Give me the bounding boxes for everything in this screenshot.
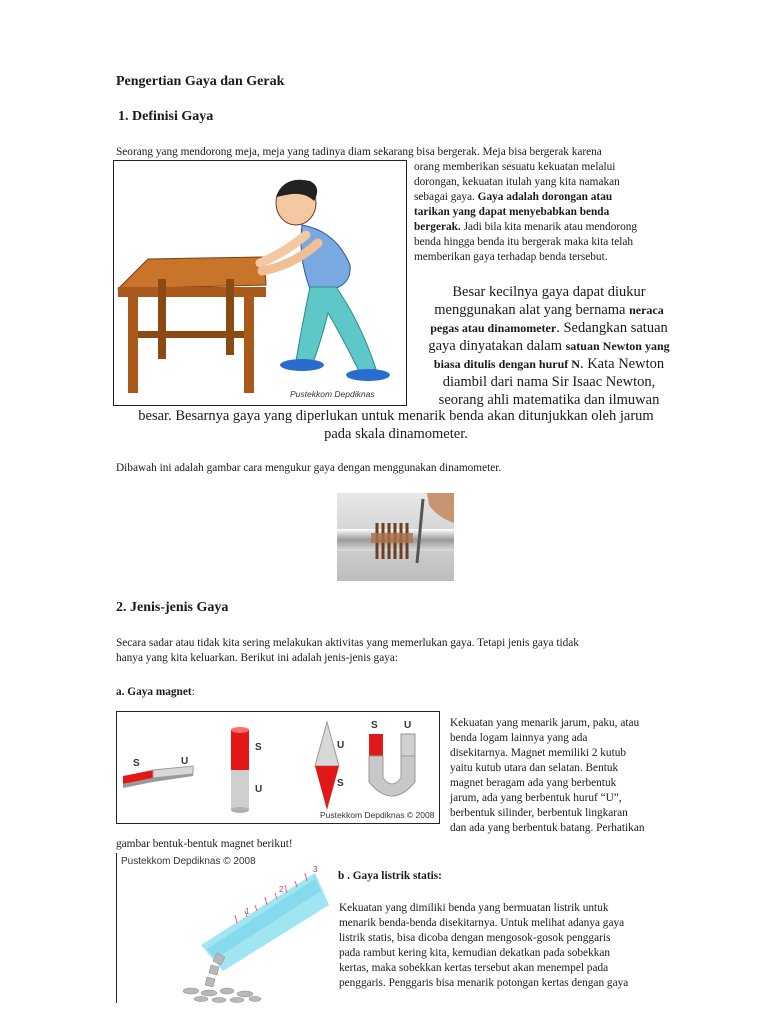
bar-s-label: S: [133, 758, 140, 769]
term-bold: pegas atau dinamometer: [430, 321, 557, 335]
text-fragment: . Kata Newton: [579, 356, 665, 372]
section-1-heading: 1. Definisi Gaya: [118, 109, 214, 124]
text-line: dan ada yang berbentuk batang. Perhatikan: [450, 822, 645, 834]
text-line: Besar kecilnya gaya dapat diukur: [452, 284, 646, 300]
text-line: benda logam lainnya yang ada: [450, 732, 588, 744]
magnet-heading-colon: :: [191, 686, 195, 698]
horseshoe-u-label: U: [404, 720, 412, 731]
text-line: kertas, maka sobekkan kertas tersebut akan menempel pada: [339, 962, 609, 974]
definition-bold: tarikan yang dapat menyebabkan benda: [414, 206, 610, 218]
text-line: pada skala dinamometer.: [324, 426, 468, 442]
section-2-heading: 2. Jenis-jenis Gaya: [116, 600, 229, 615]
text-line: yaitu kutub utara dan selatan. Bentuk: [450, 762, 619, 774]
page-title: Pengertian Gaya dan Gerak: [116, 74, 285, 89]
text-line: jarum, ada yang berbentuk huruf “U”,: [450, 792, 622, 804]
term-bold: neraca: [629, 303, 664, 317]
text-line: hanya yang kita keluarkan. Berikut ini adalah jenis-jenis gaya:: [116, 652, 399, 664]
definition-bold: bergerak.: [414, 221, 461, 233]
text-fragment: gaya dinyatakan dalam: [428, 338, 566, 354]
diamond-s-label: S: [337, 778, 344, 789]
cylinder-u-label: U: [255, 784, 263, 795]
diamond-u-label: U: [337, 740, 345, 751]
dynamometer-illustration: [337, 493, 454, 581]
text-line: magnet beragam ada yang berbentuk: [450, 777, 617, 789]
text-line: disekitarnya. Magnet memiliki 2 kutub: [450, 747, 627, 759]
magnet-heading: [116, 685, 195, 700]
intro-line: Seorang yang mendorong meja, meja yang tadinya diam sekarang bisa bergerak. Meja bisa bergerak karena: [116, 146, 602, 158]
magnet-heading-text: a. Gaya magnet: [116, 686, 192, 698]
static-figure: [116, 853, 329, 1003]
measurement-paragraph: [408, 283, 690, 409]
term-bold: biasa ditulis dengan huruf N: [433, 357, 580, 371]
dynamometer-photo: [337, 493, 454, 581]
push-table-illustration: [114, 161, 406, 405]
push-table-figure: [113, 160, 407, 406]
static-heading: b . Gaya listrik statis:: [338, 870, 442, 882]
static-paragraph: [339, 901, 679, 991]
text-line: benda hingga benda itu bergerak maka kita telah: [414, 236, 634, 248]
text-line: besar. Besarnya gaya yang diperlukan untuk menarik benda akan ditunjukkan oleh jarum: [138, 408, 654, 424]
ruler-number: 1: [245, 907, 250, 916]
text-fragment: . Sedangkan satuan: [556, 320, 668, 336]
ruler-number: 2: [279, 885, 284, 894]
text-line: Kekuatan yang dimiliki benda yang bermuatan listrik untuk: [339, 902, 609, 914]
bar-u-label: U: [181, 756, 189, 767]
dynamometer-caption: Dibawah ini adalah gambar cara mengukur gaya dengan menggunakan dinamometer.: [116, 462, 502, 474]
horseshoe-s-label: S: [371, 720, 378, 731]
text-line: pada rambut kering kita, kemudian dekatkan pada sobekkan: [339, 947, 611, 959]
static-illustration: [117, 853, 329, 1003]
magnet-figure-credit: Pustekkom Depdiknas © 2008: [320, 810, 435, 820]
text-line: dorongan, kekuatan itulah yang kita namakan: [414, 176, 620, 188]
definition-bold: Gaya adalah dorongan atau: [477, 191, 613, 203]
text-line: diambil dari nama Sir Isaac Newton,: [442, 374, 656, 390]
static-figure-credit: Pustekkom Depdiknas © 2008: [121, 856, 256, 867]
text-line: seorang ahli matematika dan ilmuwan: [438, 392, 660, 408]
text-line: Secara sadar atau tidak kita sering melakukan aktivitas yang memerlukan gaya. Tetapi jenis gaya tidak: [116, 637, 579, 649]
text-fragment: sebagai gaya.: [414, 191, 478, 203]
figure-credit: Pustekkom Depdiknas: [290, 389, 375, 399]
magnet-paragraph-tail: gambar bentuk-bentuk magnet berikut!: [116, 838, 293, 850]
section-2-intro: [116, 636, 579, 666]
text-line: menarik benda-benda disekitarnya. Untuk melihat adanya gaya: [339, 917, 625, 929]
text-line: penggaris. Penggaris bisa menarik potongan kertas dengan gaya: [339, 977, 629, 989]
text-line: Kekuatan yang menarik jarum, paku, atau: [450, 717, 640, 729]
text-line: orang memberikan sesuatu kekuatan melalui: [414, 161, 616, 173]
text-line: listrik statis, bisa dicoba dengan mengosok-gosok penggaris: [339, 932, 611, 944]
text-line: berbentuk silinder, berbentuk lingkaran: [450, 807, 628, 819]
magnet-illustration: [117, 712, 439, 823]
definition-paragraph: [414, 160, 684, 265]
text-fragment: Jadi bila kita menarik atau mendorong: [460, 221, 638, 233]
text-fragment: menggunakan alat yang bernama: [434, 302, 630, 318]
ruler-number: 3: [313, 865, 318, 874]
term-bold: satuan Newton yang: [565, 339, 670, 353]
cylinder-s-label: S: [255, 742, 262, 753]
text-line: memberikan gaya terhadap benda tersebut.: [414, 251, 608, 263]
measurement-paragraph-tail: [110, 407, 682, 443]
magnet-figure: [116, 711, 440, 824]
magnet-paragraph: [450, 716, 686, 836]
